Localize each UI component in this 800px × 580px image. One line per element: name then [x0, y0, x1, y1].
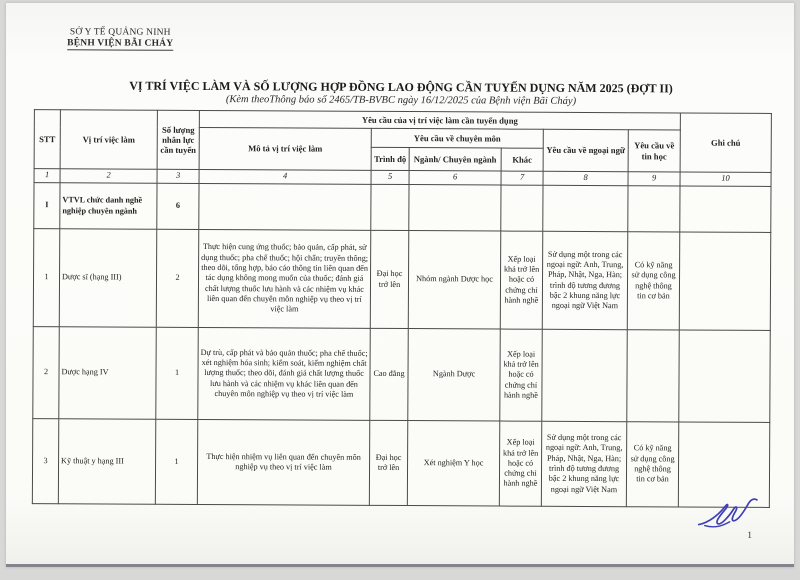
header-row-1 — [34, 110, 771, 131]
cell-other — [501, 185, 543, 231]
column-number: 4 — [199, 169, 371, 184]
cell-language — [542, 329, 627, 421]
page-number: 1 — [747, 530, 753, 541]
table-row-group — [34, 183, 771, 233]
cell-stt: 3 — [32, 419, 58, 504]
col-header-it: Yêu cầu về tin học — [628, 130, 680, 172]
cell-description: Dự trù, cấp phát và bảo quản thuốc; pha chế thuốc; xét nghiệm hóa sinh; kiểm soát, kiểm nghiệm chất lượng thuốc; theo dõi, đánh giá chất lượng thuốc lưu hành và các nhiệm vụ khác liên quan đến chuyên môn nghiệp vụ theo vị trí việc làm — [198, 327, 370, 420]
col-header-stt: STT — [34, 110, 60, 169]
column-number: 6 — [409, 171, 501, 185]
cell-stt: 1 — [33, 229, 60, 327]
cell-other: Xếp loại khá trở lên hoặc có chứng chỉ hành nghề — [500, 231, 543, 329]
cell-it: Có kỹ năng sử dụng công nghệ thông tin cơ bản — [627, 232, 680, 330]
column-number: 8 — [543, 171, 628, 185]
cell-quantity: 1 — [155, 419, 197, 504]
cell-major: Nhóm ngành Dược học — [408, 231, 501, 329]
cell-position: Dược hạng IV — [59, 327, 156, 420]
cell-stt: 2 — [33, 327, 59, 419]
cell-it — [628, 186, 680, 232]
col-header-professional-group: Yêu cầu về chuyên môn — [371, 128, 543, 148]
page-title: VỊ TRÍ VIỆC LÀM VÀ SỐ LƯỢNG HỢP ĐỒNG LAO ĐỘNG CẦN TUYỂN DỤNG NĂM 2025 (ĐỢT II) — [129, 78, 673, 96]
column-number: 9 — [628, 172, 680, 186]
cell-note — [679, 232, 771, 330]
cell-quantity: 2 — [156, 229, 199, 327]
page-content — [5, 1, 796, 566]
cell-note — [680, 186, 771, 232]
org-header — [55, 27, 185, 51]
cell-description — [199, 183, 371, 230]
column-number: 1 — [34, 169, 60, 183]
col-header-language: Yêu cầu về ngoại ngữ — [543, 129, 628, 171]
col-header-requirements-group: Yêu cầu của vị trí việc làm cần tuyển dụng — [199, 110, 680, 130]
cell-language: Sử dụng một trong các ngoại ngữ: Anh, Trung, Pháp, Nhật, Nga, Hàn; trình độ tương đương bậc 2 khung năng lực ngoại ngữ Việt Nam — [542, 231, 628, 329]
cell-stt: I — [34, 183, 60, 229]
column-number: 10 — [680, 172, 771, 186]
cell-level: Đại học trở lên — [370, 230, 409, 328]
cell-level: Cao đẳng — [370, 328, 408, 420]
cell-position: VTVL chức danh nghề nghiệp chuyên ngành — [60, 183, 157, 230]
cell-quantity: 1 — [156, 327, 198, 419]
cell-note — [679, 330, 770, 422]
cell-major: Xét nghiệm Y học — [407, 421, 499, 506]
cell-quantity: 6 — [157, 183, 199, 229]
cell-language: Sử dụng một trong các ngoại ngữ: Anh, Trung, Pháp, Nhật, Nga, Hàn; trình độ tương đương bậc 2 khung năng lực ngoại ngữ Việt Nam — [541, 421, 626, 506]
cell-major — [409, 185, 501, 231]
cell-it — [627, 330, 679, 422]
cell-level: Đại học trở lên — [369, 420, 407, 505]
table-row — [32, 419, 769, 508]
col-header-note: Ghi chú — [680, 113, 771, 172]
page-subtitle: (Kèm theoThông báo số 2465/TB-BVBC ngày 16/12/2025 của Bệnh viện Bãi Cháy) — [225, 94, 577, 107]
col-header-major: Ngành/ Chuyên ngành — [409, 148, 501, 171]
column-number: 5 — [371, 170, 409, 184]
document-page — [6, 3, 794, 567]
col-header-quantity: Số lượng nhân lực cần tuyển — [157, 110, 199, 169]
cell-position: Kỹ thuật y hạng III — [58, 419, 155, 505]
col-header-other: Khác — [501, 148, 543, 171]
col-header-position: Vị trí việc làm — [60, 110, 157, 170]
table-row — [33, 229, 771, 331]
cell-position: Dược sĩ (hạng III) — [59, 229, 157, 328]
cell-other: Xếp loại khá trở lên hoặc có chứng chỉ hành nghề — [499, 421, 541, 506]
org-name: BỆNH VIỆN BÃI CHÁY — [67, 38, 174, 49]
cell-major: Ngành Dược — [408, 329, 500, 421]
col-header-level: Trình độ — [371, 147, 409, 170]
column-number: 2 — [60, 169, 157, 184]
column-number: 7 — [501, 171, 543, 185]
cell-description: Thực hiện cung ứng thuốc; bảo quản, cấp phát, sử dụng thuốc; pha chế thuốc; hội chẩn; truyền thông; theo dõi, tổng hợp, báo cáo thông tin liên quan đến tác dụng không mong muốn của thuốc; đánh giá chất lượng thuốc lưu hành và các nhiệm vụ khác liên quan đến chuyên môn nghiệp vụ theo vị trí việc làm — [198, 229, 371, 328]
cell-description: Thực hiện nhiệm vụ liên quan đến chuyên môn nghiệp vụ theo vị trí việc làm — [197, 419, 369, 505]
org-parent-name: SỞ Y TẾ QUẢNG NINH — [69, 27, 171, 38]
cell-it: Có kỹ năng sử dụng công nghệ thông tin cơ bản — [626, 422, 678, 507]
cell-language — [543, 185, 628, 231]
col-header-description: Mô tả vị trí việc làm — [199, 127, 371, 170]
cell-other: Xếp loại khá trở lên hoặc có chứng chỉ hành nghề — [500, 329, 542, 421]
signature-scribble-icon — [695, 495, 775, 535]
recruitment-table — [32, 109, 772, 508]
table-row — [33, 327, 770, 423]
cell-level — [371, 184, 409, 230]
column-number: 3 — [157, 169, 199, 183]
